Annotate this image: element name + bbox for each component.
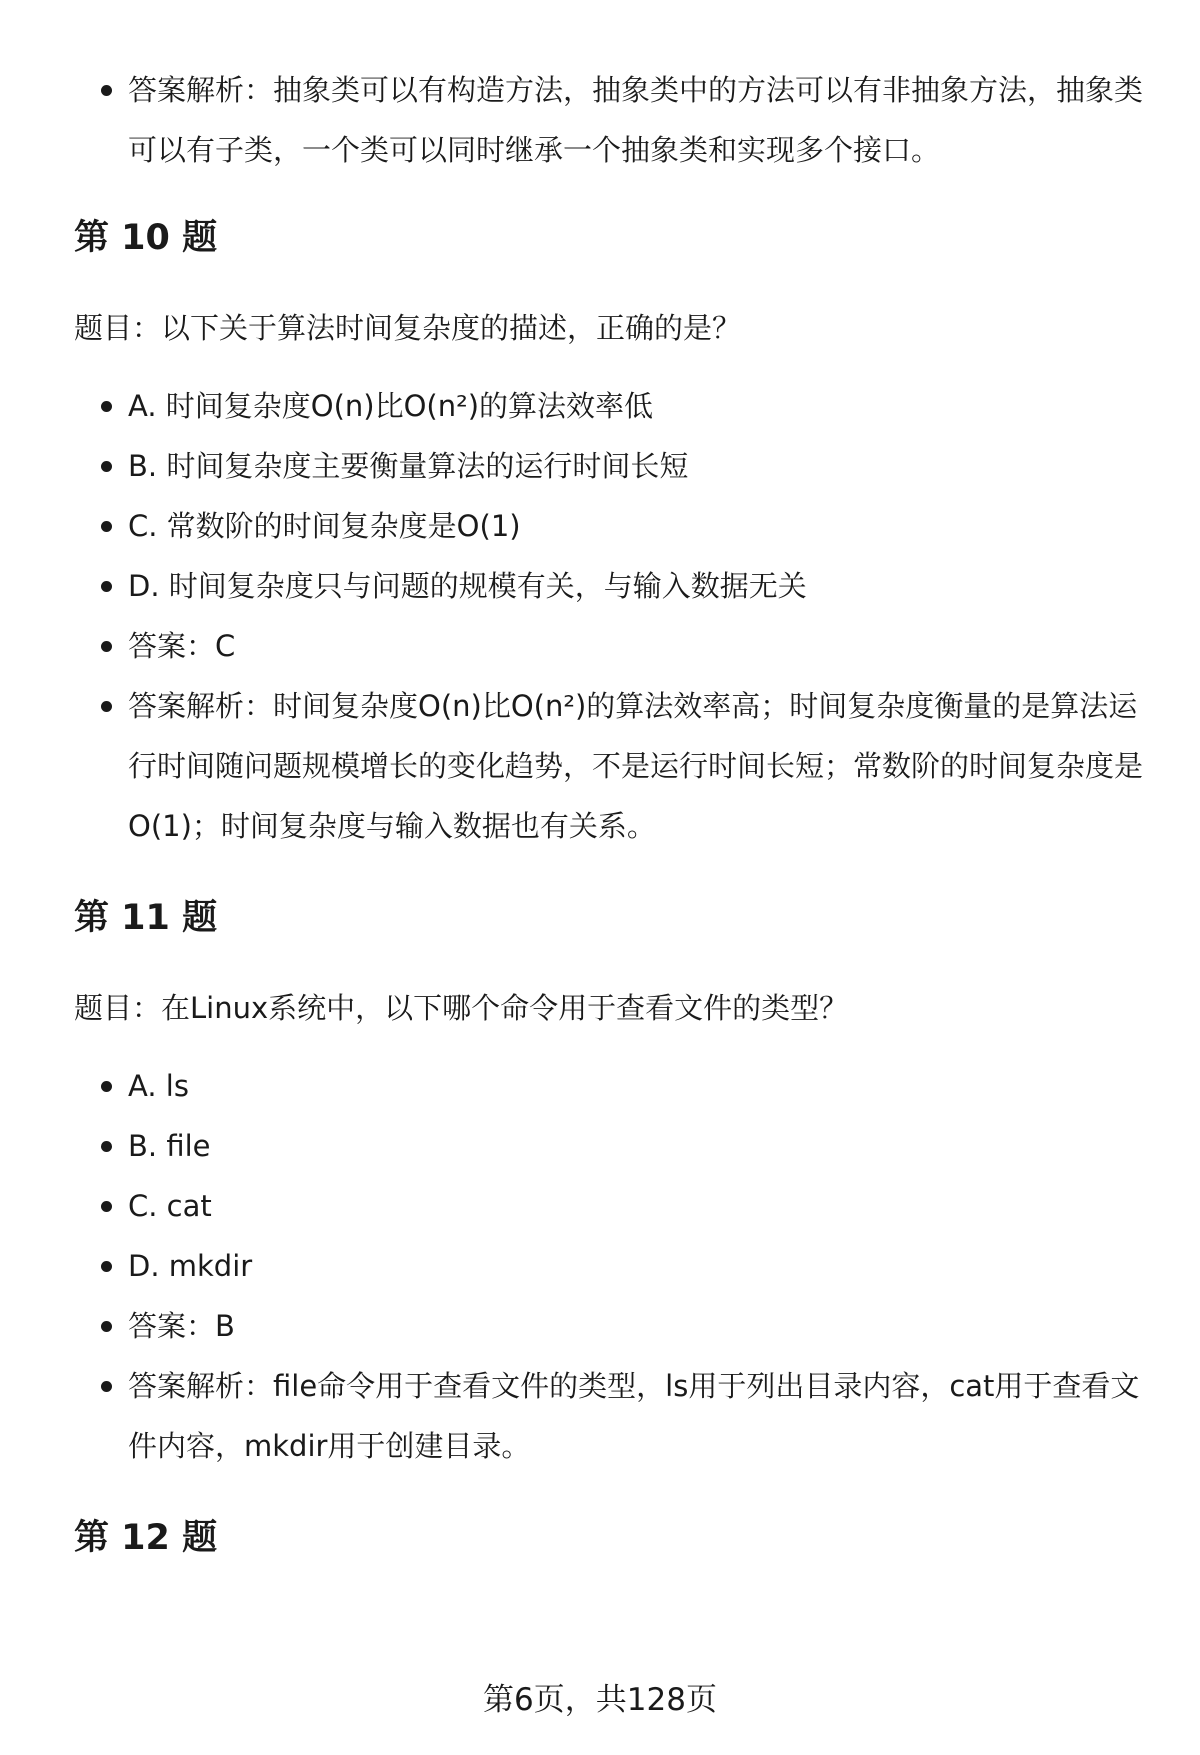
answer-item: 答案：C <box>74 616 1144 676</box>
option-item: B. 时间复杂度主要衡量算法的运行时间长短 <box>74 436 1144 496</box>
question-title: 第 10 题 <box>74 218 218 258</box>
question-title: 第 11 题 <box>74 898 218 938</box>
option-item: C. cat <box>74 1176 1144 1236</box>
analysis-item: 答案解析：抽象类可以有构造方法，抽象类中的方法可以有非抽象方法，抽象类可以有子类，一个类可以同时继承一个抽象类和实现多个接口。 <box>74 60 1144 180</box>
analysis-item: 答案解析：时间复杂度O(n)比O(n²)的算法效率高；时间复杂度衡量的是算法运行时间随问题规模增长的变化趋势，不是运行时间长短；常数阶的时间复杂度是O(1)；时间复杂度与输入数据也有关系。 <box>74 676 1144 856</box>
option-item: D. mkdir <box>74 1236 1144 1296</box>
option-item: A. 时间复杂度O(n)比O(n²)的算法效率低 <box>74 376 1144 436</box>
prev-question-items <box>74 60 1144 180</box>
option-item: D. 时间复杂度只与问题的规模有关，与输入数据无关 <box>74 556 1144 616</box>
option-list <box>74 1056 1144 1476</box>
option-list <box>74 376 1144 856</box>
option-item: B. file <box>74 1116 1144 1176</box>
page-number: 第6页，共128页 <box>483 1682 717 1718</box>
option-item: C. 常数阶的时间复杂度是O(1) <box>74 496 1144 556</box>
option-item: A. ls <box>74 1056 1144 1116</box>
question-title: 第 12 题 <box>74 1518 218 1558</box>
question-stem: 题目：以下关于算法时间复杂度的描述，正确的是？ <box>74 311 742 345</box>
document-page <box>74 60 1144 1563</box>
answer-item: 答案：B <box>74 1296 1144 1356</box>
analysis-item: 答案解析：file命令用于查看文件的类型，ls用于列出目录内容，cat用于查看文件内容，mkdir用于创建目录。 <box>74 1356 1144 1476</box>
question-stem: 题目：在Linux系统中，以下哪个命令用于查看文件的类型？ <box>74 991 849 1025</box>
